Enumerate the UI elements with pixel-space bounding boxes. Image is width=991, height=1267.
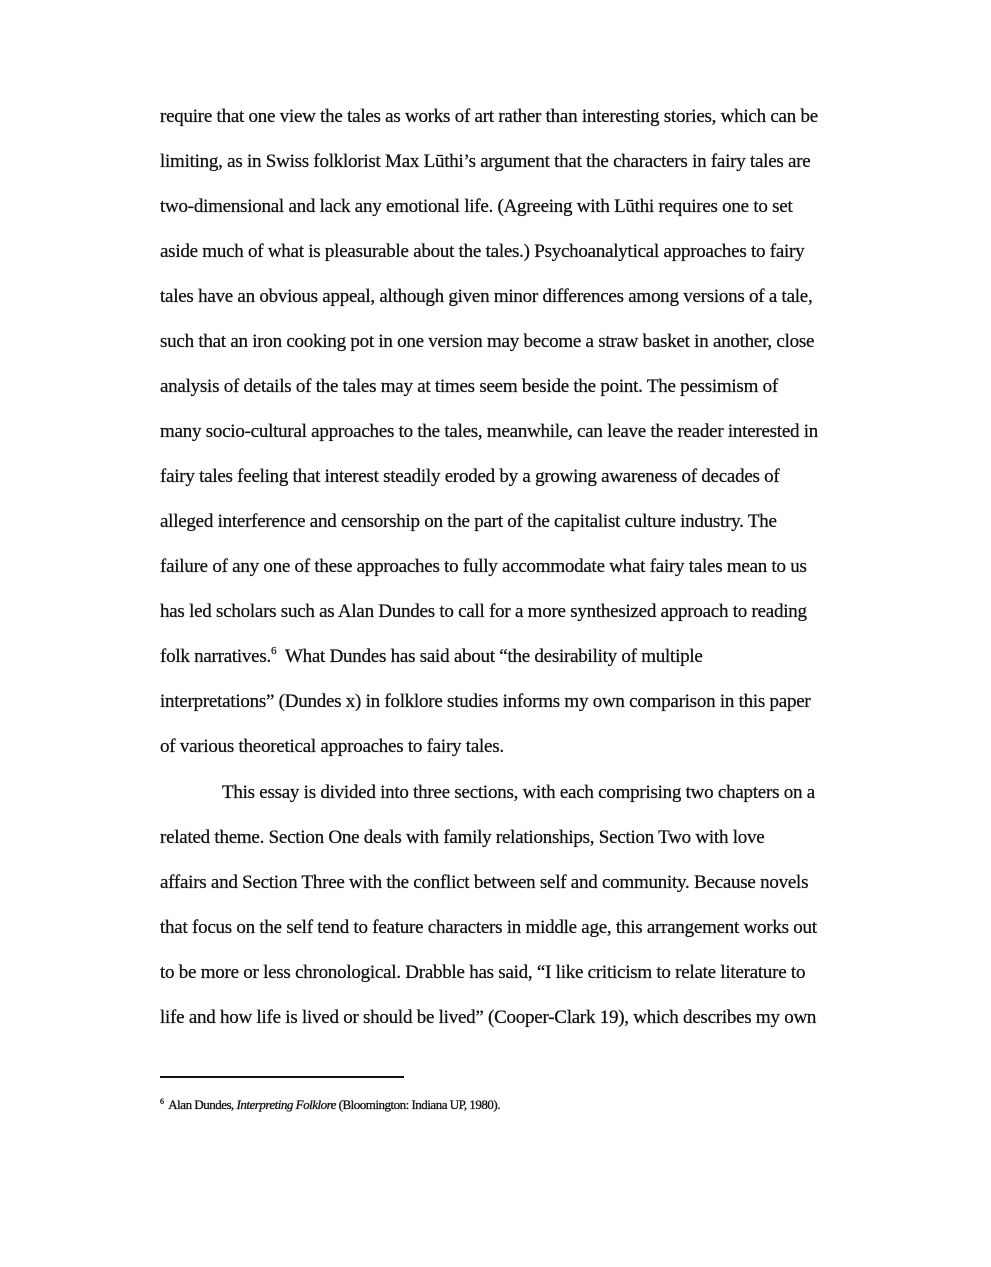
footnote-publication: (Bloomington: Indiana UP, 1980). (335, 1097, 500, 1112)
body-line: alleged interference and censorship on the part of the capitalist culture industry. The (160, 511, 777, 532)
body-line: two-dimensional and lack any emotional life. (Agreeing with Lūthi requires one to set (160, 196, 793, 217)
body-line: failure of any one of these approaches to fully accommodate what fairy tales mean to us (160, 556, 807, 577)
body-line-with-footnote-ref (160, 646, 703, 668)
body-line: has led scholars such as Alan Dundes to call for a more synthesized approach to reading (160, 601, 807, 622)
body-line: many socio-cultural approaches to the tales, meanwhile, can leave the reader interested in (160, 421, 819, 442)
body-line: analysis of details of the tales may at times seem beside the point. The pessimism of (160, 376, 778, 397)
footnote-title: Interpreting Folklore (236, 1097, 336, 1112)
body-line: to be more or less chronological. Drabble has said, “I like criticism to relate literature to (160, 962, 806, 983)
footnote-number: 6 (160, 1097, 164, 1106)
body-line: fairy tales feeling that interest steadily eroded by a growing awareness of decades of (160, 466, 780, 487)
footnote-author: Alan Dundes, (168, 1097, 237, 1112)
footnote (160, 1097, 500, 1113)
paragraph-first-line: This essay is divided into three sections, with each comprising two chapters on a (222, 782, 815, 803)
body-line: limiting, as in Swiss folklorist Max Lūthi’s argument that the characters in fairy tales are (160, 151, 811, 172)
body-line: related theme. Section One deals with family relationships, Section Two with love (160, 827, 765, 848)
body-line-text: folk narratives. (160, 646, 272, 667)
body-line: aside much of what is pleasurable about the tales.) Psychoanalytical approaches to fairy (160, 241, 805, 262)
footnote-reference: 6 (271, 645, 277, 657)
body-line: require that one view the tales as works of art rather than interesting stories, which can be (160, 106, 818, 127)
body-line: of various theoretical approaches to fairy tales. (160, 736, 504, 757)
body-line: affairs and Section Three with the conflict between self and community. Because novels (160, 872, 809, 893)
body-line: interpretations” (Dundes x) in folklore studies informs my own comparison in this paper (160, 691, 811, 712)
body-line: that focus on the self tend to feature characters in middle age, this arrangement works out (160, 917, 817, 938)
body-line: such that an iron cooking pot in one version may become a straw basket in another, close (160, 331, 815, 352)
body-line: life and how life is lived or should be lived” (Cooper-Clark 19), which describes my own (160, 1007, 817, 1028)
body-line: tales have an obvious appeal, although given minor differences among versions of a tale, (160, 286, 813, 307)
body-line-text: What Dundes has said about “the desirability of multiple (284, 646, 703, 667)
footnote-separator (160, 1076, 404, 1078)
